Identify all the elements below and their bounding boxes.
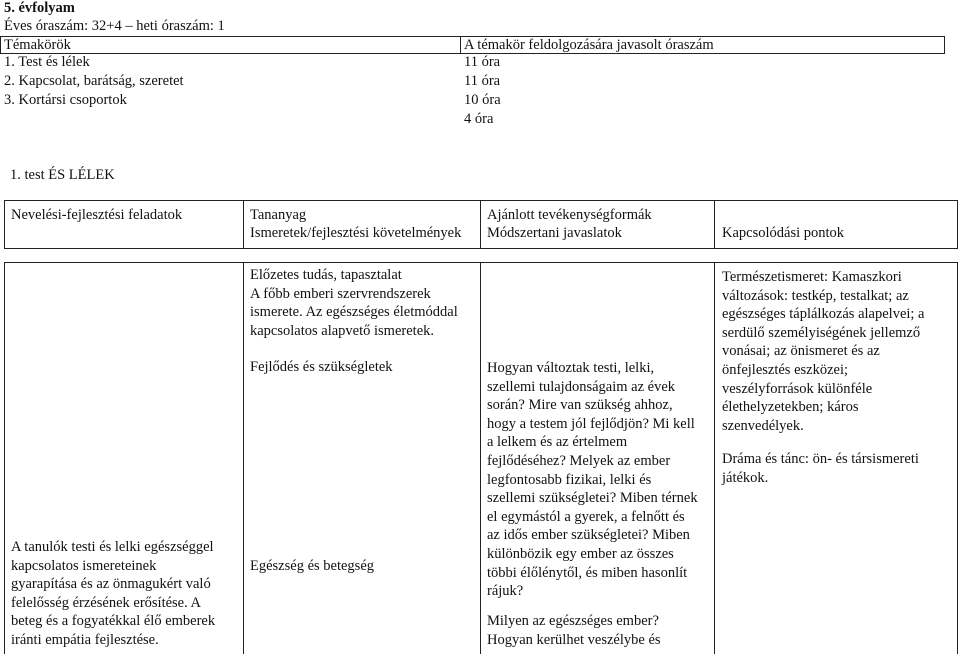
activities-line: többi élőlénytől, és miben hasonlít — [487, 564, 688, 581]
content-health-illness: Egészség és betegség — [250, 558, 375, 574]
content-line: ismerete. Az egészséges életmóddal — [250, 304, 458, 321]
header-content-title: Tananyag — [250, 207, 307, 223]
annual-hours: Éves óraszám: 32+4 – heti óraszám: 1 — [4, 18, 225, 34]
links-line: élethelyzetekben; káros — [722, 399, 859, 416]
header-activities-subtitle: Módszertani javaslatok — [487, 225, 622, 241]
links-line: veszélyforrások különféle — [722, 380, 873, 397]
activities-line: Hogyan változtak testi, lelki, — [487, 360, 655, 376]
activities-line: Milyen az egészséges ember? — [487, 613, 659, 629]
topic-row-4-hours: 4 óra — [464, 111, 494, 127]
header-links: Kapcsolódási pontok — [722, 225, 845, 241]
links-line: játékok. — [722, 469, 769, 486]
activities-line: Hogyan kerülhet veszélybe és — [487, 631, 661, 648]
topic-row-2-hours: 11 óra — [464, 73, 501, 89]
activities-line: legfontosabb fizikai, lelki és — [487, 471, 652, 488]
activities-line: során? Mire van szükség ahhoz, — [487, 397, 673, 414]
activities-line: az idős ember szükségletei? Miben — [487, 527, 690, 544]
activities-line: szellemi tulajdonságaim az évek — [487, 378, 676, 395]
topic-row-1-hours: 11 óra — [464, 54, 501, 70]
content-line: kapcsolatos alapvető ismeretek. — [250, 322, 435, 339]
tasks-line: gyarapítása és az önmagukért való — [11, 576, 211, 593]
activities-questions — [487, 359, 698, 601]
topic-row-3-name: 3. Kortársi csoportok — [4, 92, 127, 108]
topic-row-1-name: 1. Test és lélek — [4, 54, 90, 70]
activities-healthy-person — [487, 612, 661, 649]
links-line: egészséges táplálkozás alapelvei; a — [722, 306, 925, 323]
content-line: A főbb emberi szervrendszerek — [250, 285, 431, 302]
activities-line: különbözik egy ember az összes — [487, 545, 674, 562]
tasks-line: iránti empátia fejlesztése. — [11, 631, 159, 648]
topics-col-hours: A témakör feldolgozására javasolt óraszám — [464, 37, 714, 53]
content-development-needs: Fejlődés és szükségletek — [250, 359, 393, 375]
activities-line: szellemi szükségletei? Miben térnek — [487, 490, 698, 507]
links-science — [722, 268, 925, 435]
tasks-line: beteg és a fogyatékkal élő emberek — [11, 613, 216, 630]
topics-col-topic: Témakörök — [4, 37, 71, 53]
section-title: 1. test ÉS LÉLEK — [10, 167, 115, 183]
content-line: Előzetes tudás, tapasztalat — [250, 267, 402, 283]
activities-line: el egymástól a gyerek, a felnőtt és — [487, 508, 685, 525]
links-line: változások: testkép, testalkat; az — [722, 287, 909, 304]
tasks-line: felelősség érzésének erősítése. A — [11, 594, 202, 611]
links-line: önfejlesztés eszközei; — [722, 361, 849, 378]
links-line: serdülő személyiségének jellemző — [722, 324, 921, 341]
links-line: Dráma és tánc: ön- és társismereti — [722, 451, 919, 467]
header-tasks: Nevelési-fejlesztési feladatok — [11, 207, 183, 223]
activities-line: rájuk? — [487, 583, 524, 600]
activities-line: hogy a testem jól fejlődjön? Mi kell — [487, 415, 695, 432]
links-line: Természetismeret: Kamaszkori — [722, 269, 902, 285]
topic-row-3-hours: 10 óra — [464, 92, 501, 108]
tasks-text — [11, 538, 215, 650]
tasks-line: kapcsolatos ismereteinek — [11, 557, 157, 574]
topic-row-2-name: 2. Kapcsolat, barátság, szeretet — [4, 73, 184, 89]
activities-line: fejlődéséhez? Melyek az ember — [487, 452, 671, 469]
links-line: vonásai; az önismeret és az — [722, 343, 880, 360]
header-content-subtitle: Ismeretek/fejlesztési követelmények — [250, 225, 462, 241]
links-line: szenvedélyek. — [722, 417, 804, 434]
links-drama — [722, 450, 919, 487]
activities-line: a lelkem és az értelmem — [487, 434, 628, 451]
tasks-line: A tanulók testi és lelki egészséggel — [11, 539, 214, 555]
content-prior-knowledge — [250, 266, 458, 340]
grade-title: 5. évfolyam — [4, 0, 75, 16]
header-activities-title: Ajánlott tevékenységformák — [487, 207, 652, 223]
